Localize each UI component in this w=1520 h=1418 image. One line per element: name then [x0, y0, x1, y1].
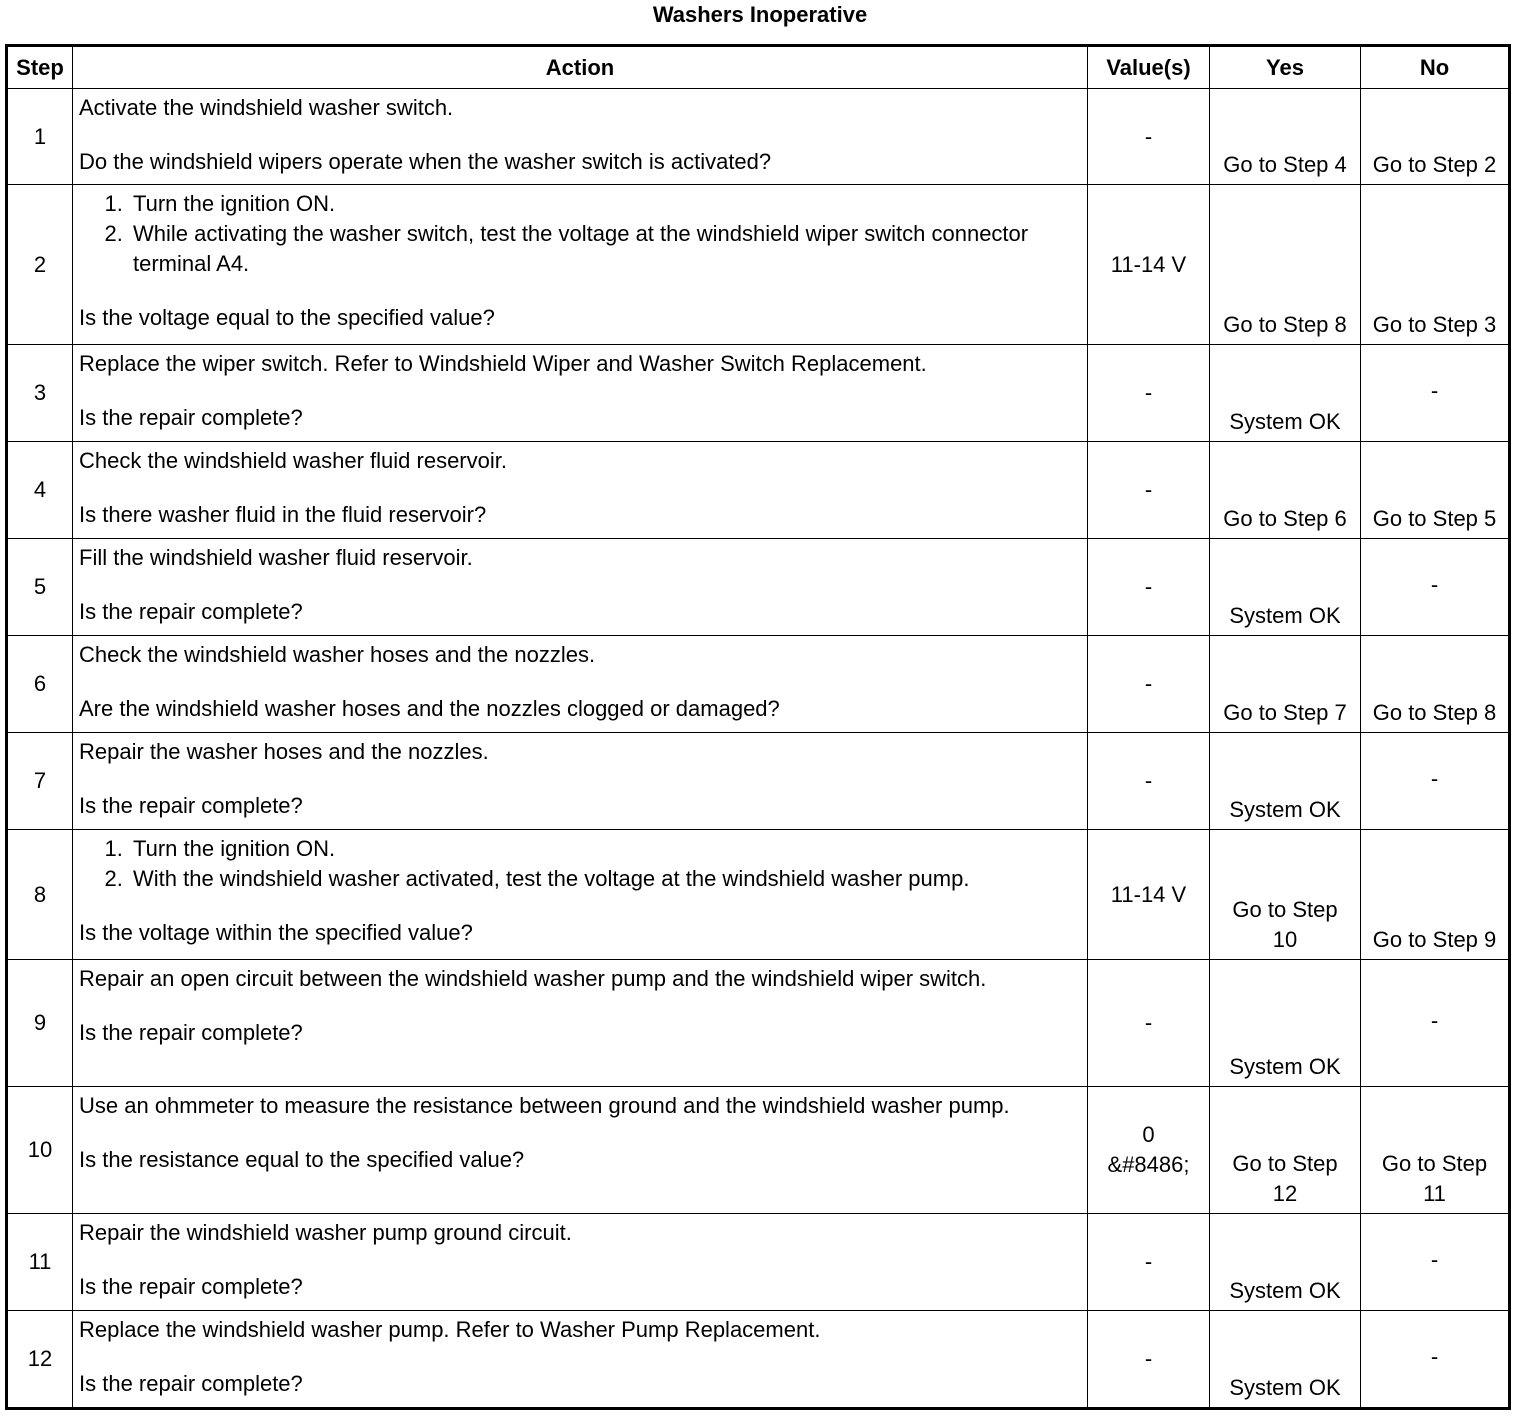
step-number: 7 — [7, 733, 73, 830]
no-cell: Go to Step 5 — [1361, 442, 1510, 539]
step-number: 12 — [7, 1311, 73, 1409]
substep-item: 1. Turn the ignition ON. — [129, 189, 1081, 219]
step-number: 10 — [7, 1087, 73, 1214]
yes-cell: System OK — [1210, 733, 1361, 830]
instruction-text: Replace the windshield washer pump. Refer to Washer Pump Replacement. — [79, 1317, 821, 1342]
value-cell: - — [1088, 733, 1210, 830]
diagnostic-table — [5, 44, 1511, 1410]
no-cell: Go to Step 8 — [1361, 636, 1510, 733]
question-text: Is the repair complete? — [79, 599, 303, 624]
question-text: Is the repair complete? — [79, 793, 303, 818]
value-cell: - — [1088, 539, 1210, 636]
yes-cell: System OK — [1210, 345, 1361, 442]
header-no: No — [1361, 46, 1510, 89]
no-cell: Go to Step 3 — [1361, 185, 1510, 345]
table-row — [7, 1214, 1510, 1311]
no-cell: - — [1361, 733, 1510, 830]
action-cell — [73, 89, 1088, 185]
header-values: Value(s) — [1088, 46, 1210, 89]
yes-cell: Go to Step 6 — [1210, 442, 1361, 539]
no-cell: - — [1361, 1311, 1510, 1409]
header-action: Action — [73, 46, 1088, 89]
substep-item: 2. While activating the washer switch, test the voltage at the windshield wiper switch connector terminal A4. — [129, 219, 1081, 279]
value-cell: - — [1088, 442, 1210, 539]
table-row — [7, 185, 1510, 345]
yes-cell: Go to Step 7 — [1210, 636, 1361, 733]
step-number: 5 — [7, 539, 73, 636]
table-row — [7, 1087, 1510, 1214]
yes-cell: Go to Step 4 — [1210, 89, 1361, 185]
page-title: Washers Inoperative — [652, 2, 868, 27]
action-cell — [73, 830, 1088, 960]
question-text: Is the resistance equal to the specified value? — [79, 1147, 525, 1172]
value-cell: - — [1088, 89, 1210, 185]
instruction-text: Repair the windshield washer pump ground circuit. — [79, 1220, 572, 1245]
step-number: 3 — [7, 345, 73, 442]
question-text: Is the repair complete? — [79, 405, 303, 430]
action-cell — [73, 539, 1088, 636]
table-row — [7, 636, 1510, 733]
action-cell — [73, 345, 1088, 442]
no-cell: Go to Step 11 — [1361, 1087, 1510, 1214]
instruction-text: Activate the windshield washer switch. — [79, 95, 454, 120]
question-text: Are the windshield washer hoses and the nozzles clogged or damaged? — [79, 696, 780, 721]
substep-list — [79, 189, 1081, 279]
question-text: Is the repair complete? — [79, 1020, 303, 1045]
header-row — [7, 46, 1510, 89]
action-cell — [73, 960, 1088, 1087]
table-body — [7, 89, 1510, 1409]
question-text: Is the repair complete? — [79, 1371, 303, 1396]
step-number: 8 — [7, 830, 73, 960]
step-number: 9 — [7, 960, 73, 1087]
value-cell: 11-14 V — [1088, 185, 1210, 345]
instruction-text: Fill the windshield washer fluid reservoir. — [79, 545, 473, 570]
no-cell: - — [1361, 960, 1510, 1087]
instruction-text: Check the windshield washer hoses and the nozzles. — [79, 642, 596, 667]
step-number: 4 — [7, 442, 73, 539]
value-cell: - — [1088, 1214, 1210, 1311]
instruction-text: Replace the wiper switch. Refer to Windshield Wiper and Washer Switch Replacement. — [79, 351, 927, 376]
step-number: 6 — [7, 636, 73, 733]
yes-cell: System OK — [1210, 1214, 1361, 1311]
instruction-text: Use an ohmmeter to measure the resistance between ground and the windshield washer pump. — [79, 1093, 1010, 1118]
no-cell: Go to Step 2 — [1361, 89, 1510, 185]
instruction-text: Repair the washer hoses and the nozzles. — [79, 739, 489, 764]
step-number: 2 — [7, 185, 73, 345]
action-cell — [73, 185, 1088, 345]
table-row — [7, 345, 1510, 442]
yes-cell: Go to Step 8 — [1210, 185, 1361, 345]
table-row — [7, 830, 1510, 960]
question-text: Is the repair complete? — [79, 1274, 303, 1299]
yes-cell: System OK — [1210, 960, 1361, 1087]
yes-cell: Go to Step 12 — [1210, 1087, 1361, 1214]
table-row — [7, 1311, 1510, 1409]
substep-item: 2. With the windshield washer activated, test the voltage at the windshield washer pump. — [129, 864, 1081, 894]
no-cell: - — [1361, 1214, 1510, 1311]
table-row — [7, 89, 1510, 185]
table-row — [7, 442, 1510, 539]
action-cell — [73, 636, 1088, 733]
question-text: Do the windshield wipers operate when the washer switch is activated? — [79, 149, 772, 174]
header-step: Step — [7, 46, 73, 89]
substep-list — [79, 834, 1081, 894]
step-number: 11 — [7, 1214, 73, 1311]
step-number: 1 — [7, 89, 73, 185]
value-cell: - — [1088, 636, 1210, 733]
table-row — [7, 960, 1510, 1087]
no-cell: Go to Step 9 — [1361, 830, 1510, 960]
no-cell: - — [1361, 345, 1510, 442]
header-yes: Yes — [1210, 46, 1361, 89]
value-cell: - — [1088, 960, 1210, 1087]
action-cell — [73, 1087, 1088, 1214]
action-cell — [73, 442, 1088, 539]
yes-cell: System OK — [1210, 539, 1361, 636]
substep-item: 1. Turn the ignition ON. — [129, 834, 1081, 864]
instruction-text: Repair an open circuit between the windshield washer pump and the windshield wiper switch. — [79, 966, 987, 991]
question-text: Is the voltage equal to the specified value? — [79, 305, 495, 330]
question-text: Is there washer fluid in the fluid reservoir? — [79, 502, 487, 527]
yes-cell: Go to Step 10 — [1210, 830, 1361, 960]
no-cell: - — [1361, 539, 1510, 636]
yes-cell: System OK — [1210, 1311, 1361, 1409]
value-cell: - — [1088, 345, 1210, 442]
action-cell — [73, 1311, 1088, 1409]
table-row — [7, 733, 1510, 830]
action-cell — [73, 1214, 1088, 1311]
value-cell: - — [1088, 1311, 1210, 1409]
value-cell: 11-14 V — [1088, 830, 1210, 960]
value-cell: 0 &#8486; — [1088, 1087, 1210, 1214]
instruction-text: Check the windshield washer fluid reservoir. — [79, 448, 507, 473]
table-row — [7, 539, 1510, 636]
question-text: Is the voltage within the specified value? — [79, 920, 473, 945]
action-cell — [73, 733, 1088, 830]
